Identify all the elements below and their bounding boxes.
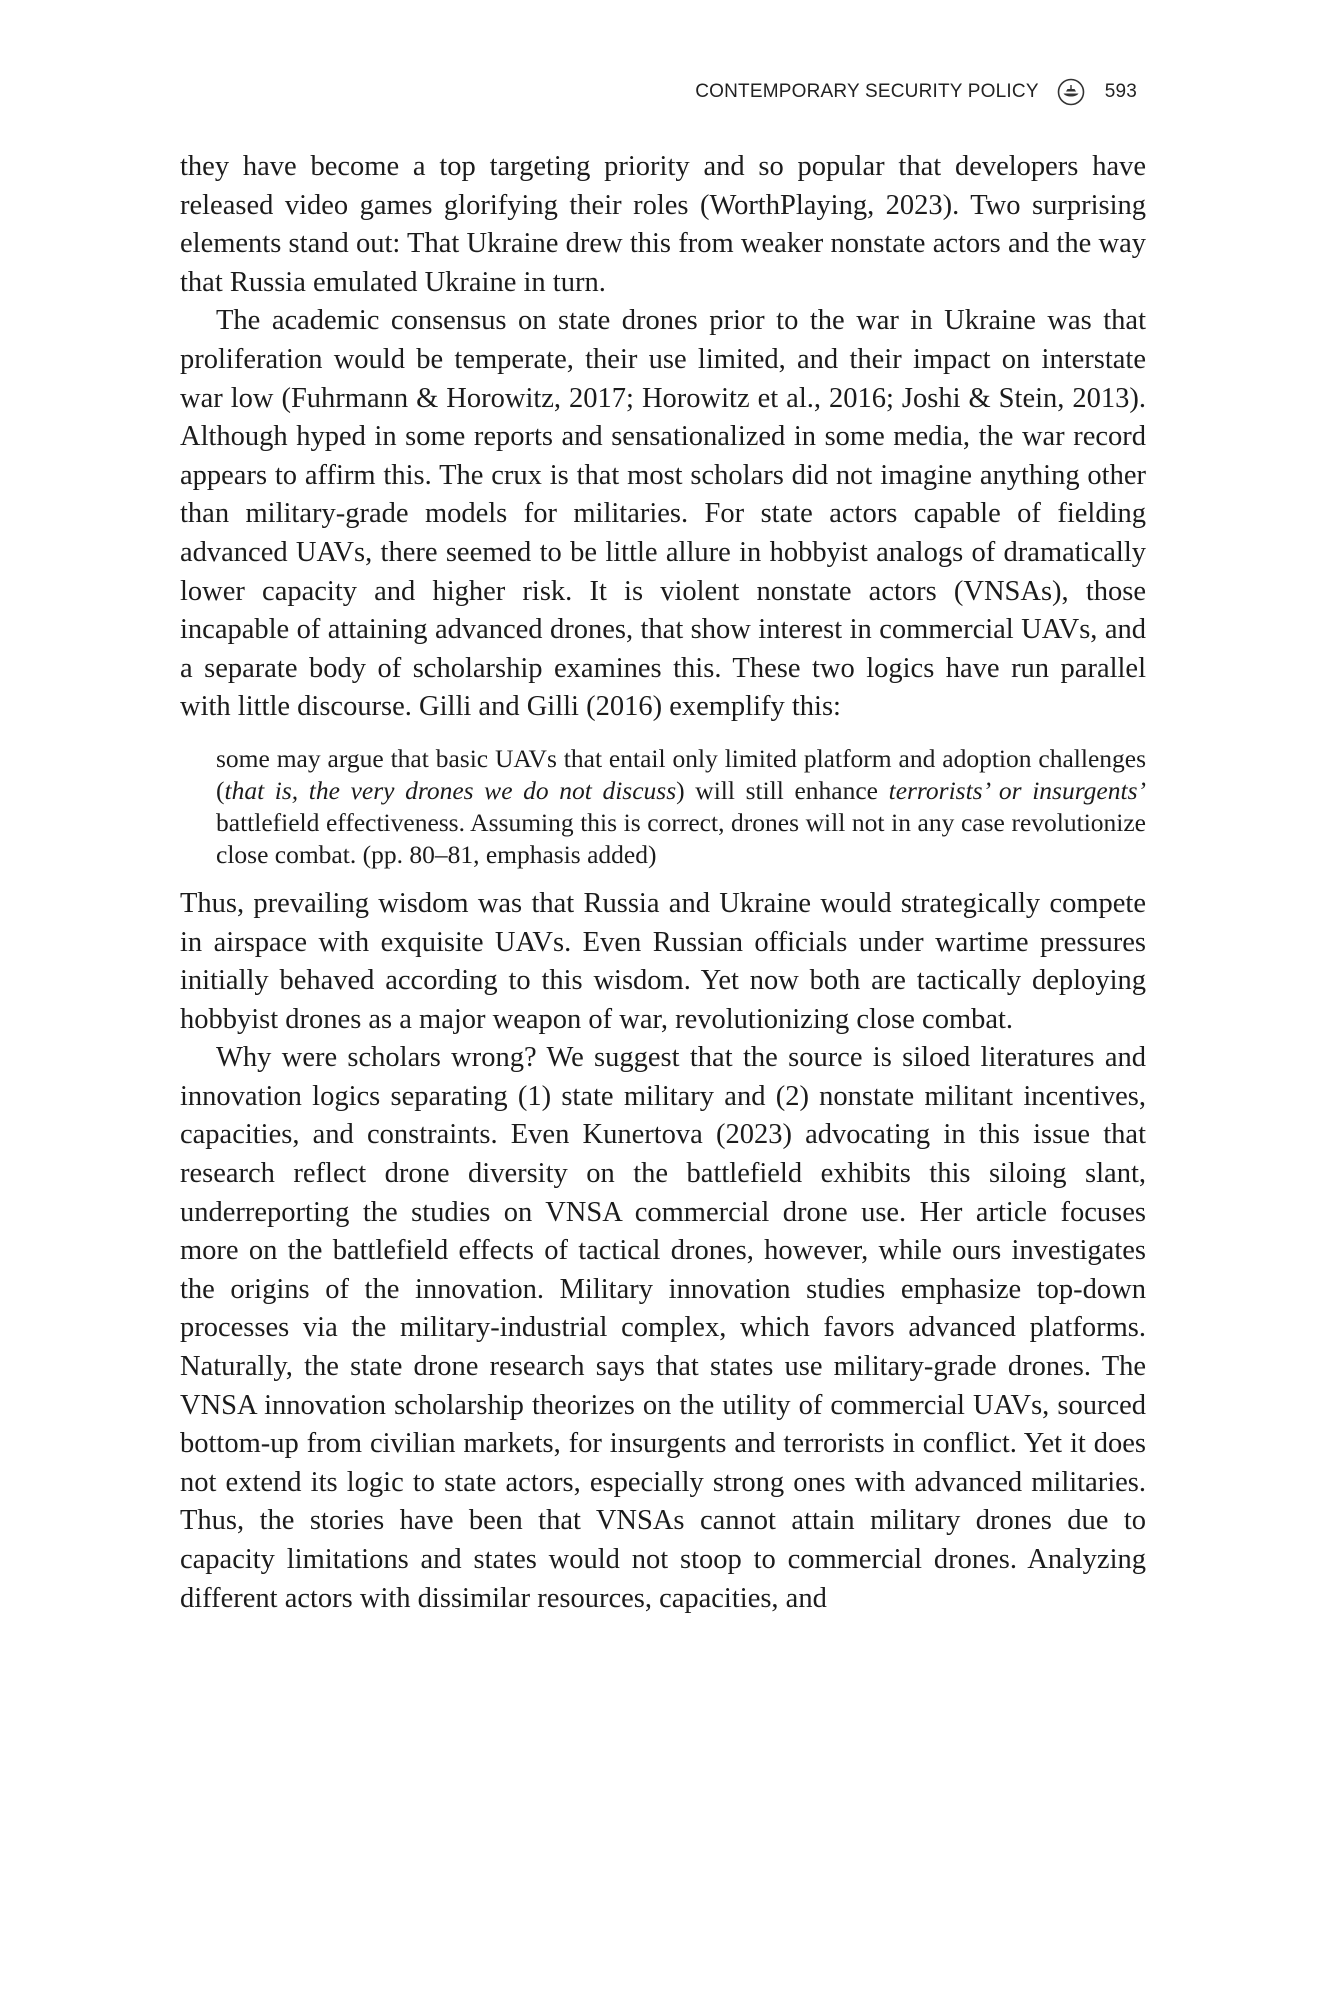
publisher-logo-icon: [1057, 78, 1085, 106]
journal-title: CONTEMPORARY SECURITY POLICY: [695, 81, 1039, 102]
quote-text-3: battlefield effectiveness. Assuming this is correct, drones will not in any case revolutionize close combat. (pp. 80–81, emphasis added): [216, 807, 1146, 869]
paragraph-4: Why were scholars wrong? We suggest that the source is siloed literatures and innovation logics separating (1) state military and (2) nonstate militant incentives, capacities, and constraints. Even Kunertova (2023) advocating in this issue that research reflect drone diversity on the battlefield exhibits this siloing slant, underreporting the studies on VNSA commercial drone use. Her article focuses more on the battlefield effects of tactical drones, however, while ours investigates the origins of the innovation. Military innovation studies emphasize top-down processes via the military-industrial complex, which favors advanced platforms. Naturally, the state drone research says that states use military-grade drones. The VNSA innovation scholarship theorizes on the utility of commercial UAVs, sourced bottom-up from civilian markets, for insurgents and terrorists in conflict. Yet it does not extend its logic to state actors, especially strong ones with advanced militaries. Thus, the stories have been that VNSAs cannot attain military drones due to capacity limitations and states would not stoop to commercial drones. Analyzing different actors with dissimilar resources, capacities, and: [180, 1042, 1146, 1614]
quote-text-1: some may argue that basic UAVs that entail only limited platform and adoption challenges (: [216, 743, 1146, 805]
block-quote: [216, 743, 1146, 871]
article-body: [180, 148, 1146, 1618]
paragraph-2: The academic consensus on state drones prior to the war in Ukraine was that proliferation would be temperate, their use limited, and their impact on interstate war low (Fuhrmann & Horowitz, 2017; Horowitz et al., 2016; Joshi & Stein, 2013). Although hyped in some reports and sensationalized in some media, the war record appears to affirm this. The crux is that most scholars did not imagine anything other than military-grade models for militaries. For state actors capable of fielding advanced UAVs, there seemed to be little allure in hobbyist analogs of dramatically lower capacity and higher risk. It is violent nonstate actors (VNSAs), those incapable of attaining advanced drones, that show interest in commercial UAVs, and a separate body of scholarship examines this. These two logics have run parallel with little discourse. Gilli and Gilli (2016) exemplify this:: [180, 305, 1146, 723]
paragraph-1: they have become a top targeting priority and so popular that developers have released video games glorifying their roles (WorthPlaying, 2023). Two surprising elements stand out: That Ukraine drew this from weaker nonstate actors and the way that Russia emulated Ukraine in turn.: [180, 151, 1146, 298]
quote-italic-1: that is, the very drones we do not discuss: [224, 775, 677, 805]
paragraph-3: Thus, prevailing wisdom was that Russia and Ukraine would strategically compete in airspace with exquisite UAVs. Even Russian officials under wartime pressures initially behaved according to this wisdom. Yet now both are tactically deploying hobbyist drones as a major weapon of war, revolutionizing close combat.: [180, 887, 1146, 1035]
running-header: [695, 78, 1137, 106]
page-number: 593: [1104, 81, 1137, 102]
quote-text-2: ) will still enhance: [676, 775, 889, 805]
quote-italic-2: terrorists’ or insurgents’: [888, 775, 1146, 805]
